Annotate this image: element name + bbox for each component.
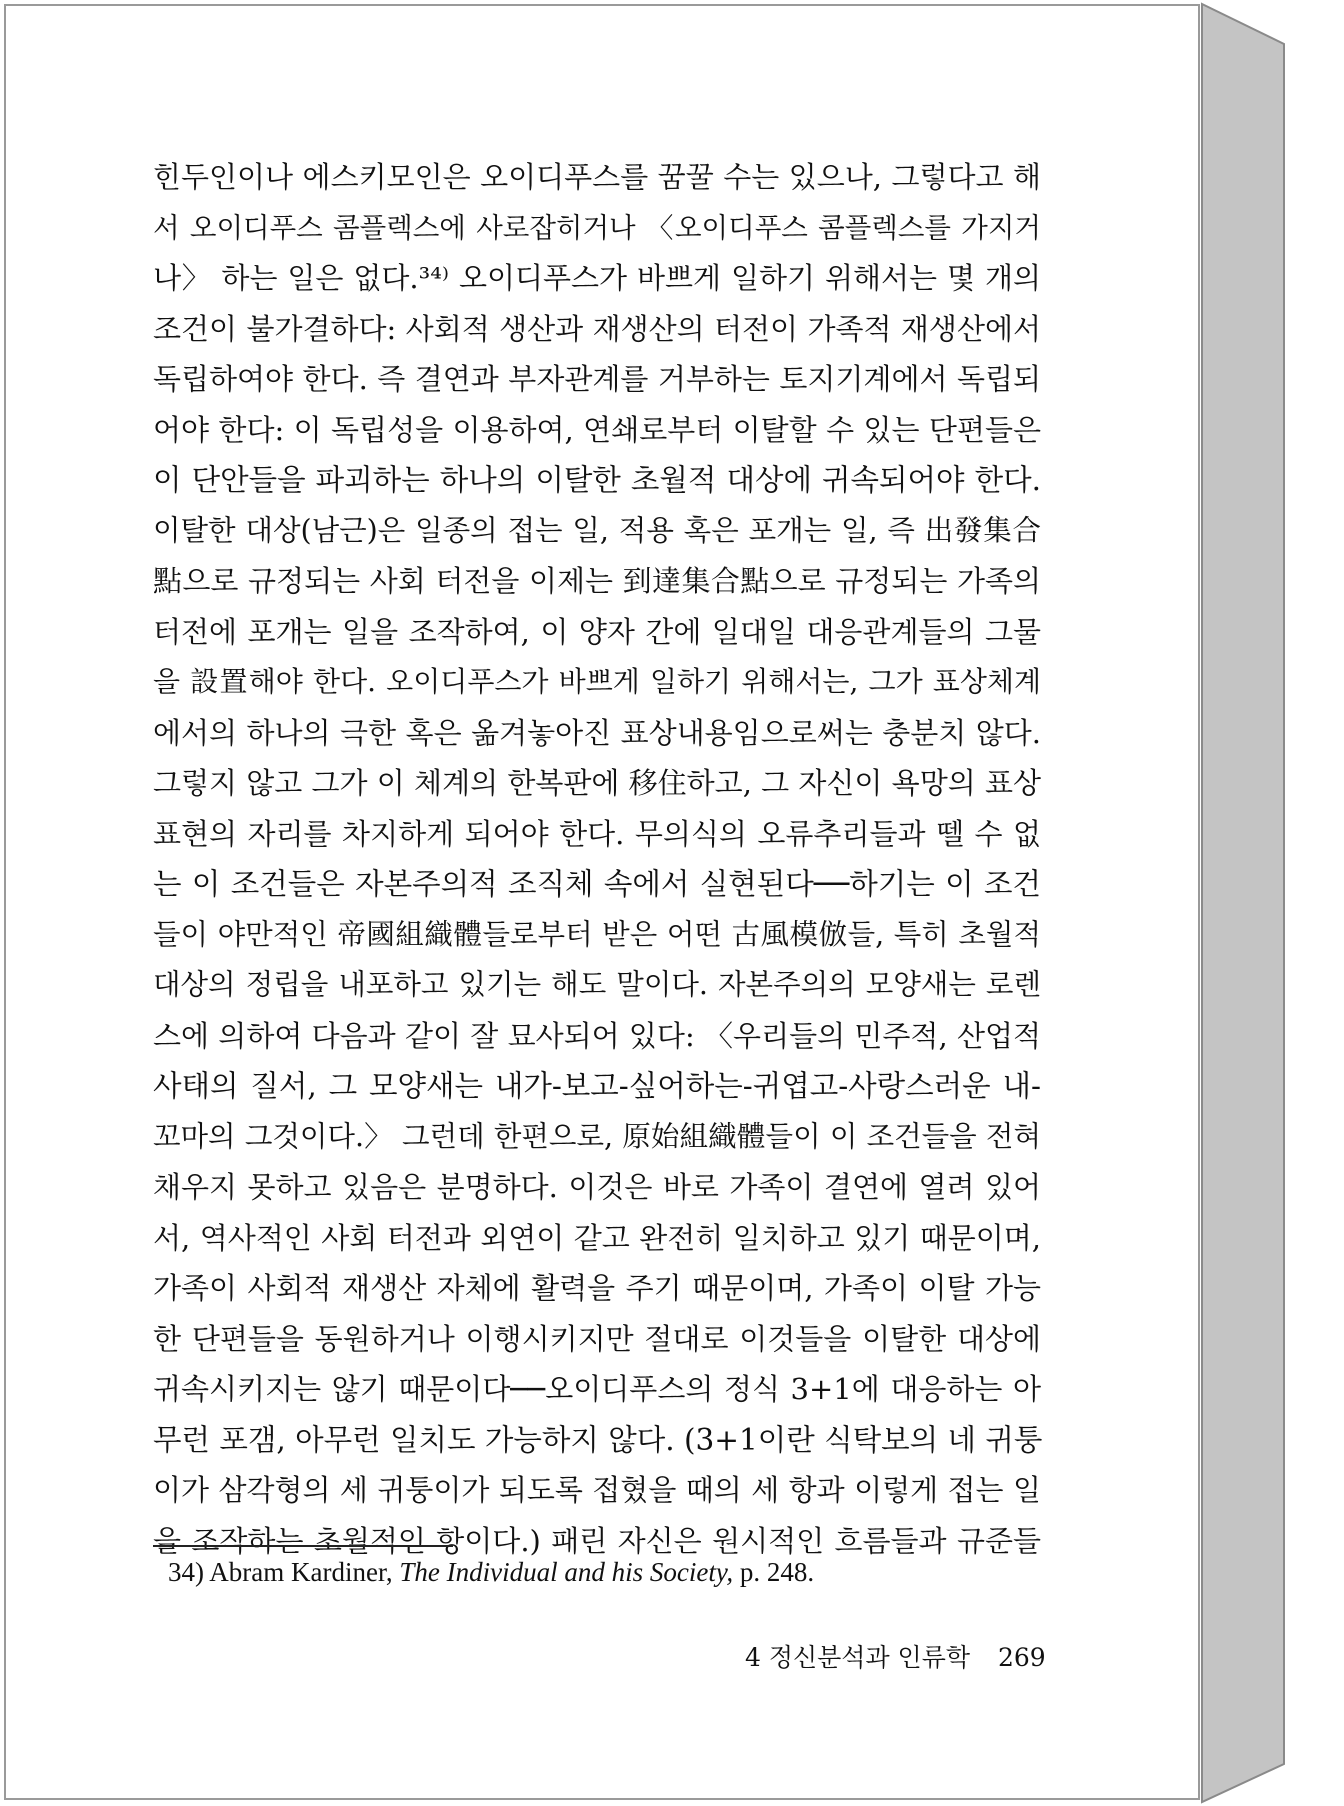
text-line: 독립하여야 한다. 즉 결연과 부자관계를 거부하는 토지기계에서 독립되 — [153, 362, 1041, 396]
text-line: 무런 포갬, 아무런 일치도 가능하지 않다. (3+1이란 식탁보의 네 귀퉁 — [153, 1422, 1043, 1457]
footnote-rule — [153, 1545, 453, 1547]
text-line: 터전에 포개는 일을 조작하여, 이 양자 간에 일대일 대응관계들의 그물 — [153, 614, 1041, 649]
text-line: 표현의 자리를 차지하게 되어야 한다. 무의식의 오류추리들과 뗄 수 없 — [153, 816, 1041, 851]
body-text — [153, 152, 1041, 1566]
text-line: 서, 역사적인 사회 터전과 외연이 같고 완전히 일치하고 있기 때문이며, — [153, 1220, 1041, 1255]
text-line: 이가 삼각형의 세 귀퉁이가 되도록 접혔을 때의 세 항과 이렇게 접는 일 — [153, 1473, 1041, 1507]
text-line: 조건이 불가결하다: 사회적 생산과 재생산의 터전이 가족적 재생산에서 — [153, 311, 1041, 346]
text-line: 힌두인이나 에스키모인은 오이디푸스를 꿈꿀 수는 있으나, 그렇다고 해 — [153, 160, 1041, 194]
text-line: 채우지 못하고 있음은 분명하다. 이것은 바로 가족이 결연에 열려 있어 — [153, 1170, 1041, 1204]
text-line: 는 이 조건들은 자본주의적 조직체 속에서 실현된다──하기는 이 조건 — [153, 867, 1041, 901]
text-line: 들이 야만적인 帝國組織體들로부터 받은 어떤 古風模倣들, 특히 초월적 — [153, 917, 1041, 951]
footnote — [168, 1557, 814, 1588]
text-line: 스에 의하여 다음과 같이 잘 묘사되어 있다: 〈우리들의 민주적, 산업적 — [153, 1018, 1041, 1053]
text-line: 꼬마의 그것이다.〉 그런데 한편으로, 原始組織體들이 이 조건들을 전혀 — [153, 1119, 1041, 1153]
footnote-title: The Individual and his Society, — [399, 1557, 734, 1587]
text-line: 을 조작하는 초월적인 항이다.) 패린 자신은 원시적인 흐름들과 규준들 — [153, 1523, 1041, 1558]
text-line: 대상의 정립을 내포하고 있기는 해도 말이다. 자본주의의 모양새는 로렌 — [153, 968, 1041, 1001]
footnote-author: Abram Kardiner, — [209, 1557, 393, 1587]
text-line: 한 단편들을 동원하거나 이행시키지만 절대로 이것들을 이탈한 대상에 — [153, 1321, 1041, 1356]
text-line: 가족이 사회적 재생산 자체에 활력을 주기 때문이며, 가족이 이탈 가능 — [153, 1271, 1041, 1305]
text-line: 이 단안들을 파괴하는 하나의 이탈한 초월적 대상에 귀속되어야 한다. — [153, 463, 1041, 497]
text-line: 에서의 하나의 극한 혹은 옮겨놓아진 표상내용임으로써는 충분치 않다. — [153, 715, 1041, 750]
footnote-page: p. 248. — [739, 1557, 815, 1587]
text-line: 點으로 규정되는 사회 터전을 이제는 到達集合點으로 규정되는 가족의 — [153, 564, 1041, 598]
running-footer — [745, 1638, 1046, 1674]
text-line: 사태의 질서, 그 모양새는 내가-보고-싶어하는-귀엽고-사랑스러운 내- — [153, 1069, 1041, 1103]
text-line: 귀속시키지는 않기 때문이다──오이디푸스의 정식 3+1에 대응하는 아 — [153, 1372, 1041, 1406]
text-line: 이탈한 대상(남근)은 일종의 접는 일, 적용 혹은 포개는 일, 즉 出發集合 — [153, 513, 1041, 547]
page-number: 269 — [998, 1643, 1046, 1672]
chapter-title: 4 정신분석과 인류학 — [745, 1643, 970, 1672]
text-line: 그렇지 않고 그가 이 체계의 한복판에 移住하고, 그 자신이 욕망의 표상 — [153, 766, 1041, 800]
text-line: 나〉 하는 일은 없다.³⁴⁾ 오이디푸스가 바쁘게 일하기 위해서는 몇 개의 — [153, 261, 1041, 295]
text-line: 어야 한다: 이 독립성을 이용하여, 연쇄로부터 이탈할 수 있는 단편들은 — [153, 412, 1041, 447]
text-line: 서 오이디푸스 콤플렉스에 사로잡히거나 〈오이디푸스 콤플렉스를 가지거 — [153, 211, 1041, 244]
text-line: 을 設置해야 한다. 오이디푸스가 바쁘게 일하기 위해서는, 그가 표상체계 — [153, 665, 1041, 698]
footnote-number: 34) — [168, 1557, 204, 1587]
